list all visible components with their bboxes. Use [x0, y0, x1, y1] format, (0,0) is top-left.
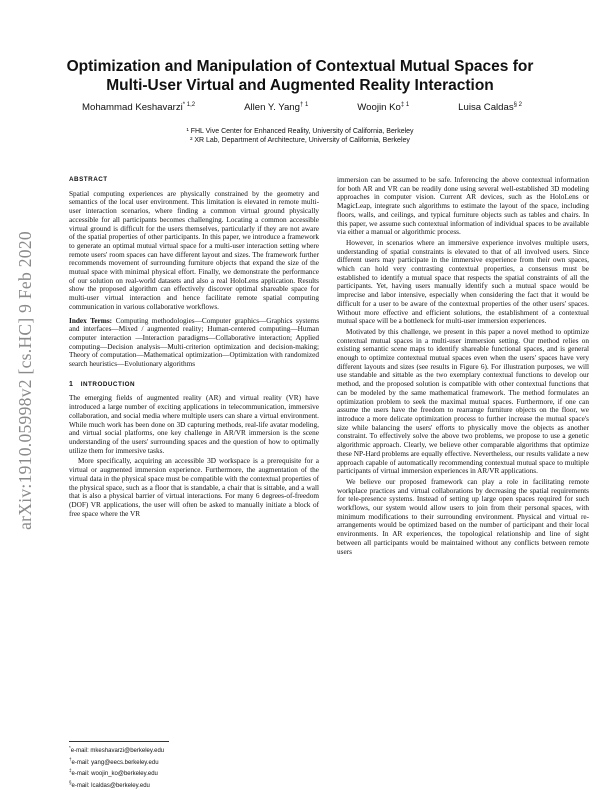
arxiv-stamp	[10, 180, 40, 580]
intro-number: 1	[69, 380, 74, 388]
abstract-heading: ABSTRACT	[69, 176, 108, 183]
index-terms-text: Computing methodologies—Computer graphics—Graphics systems and interfaces—Mixed / augmented reality; Human-centered computing—Human computer interaction —Interaction paradigms—Collaborative interaction; Applied computing—Decision analysis—Multi-criterion optimization and decision-making; Theory of computation—Mathematical optimization—Optimization with randomized search heuristics—Evolutionary algorithms	[69, 316, 320, 369]
left-column	[69, 176, 319, 518]
arxiv-stamp-text: arXiv:1910.05998v2 [cs.HC] 9 Feb 2020	[14, 230, 35, 530]
footnote: ‡e-mail: woojin_ko@berkeley.edu	[69, 768, 158, 778]
author: Woojin Ko$^{\ddagger 1}$	[357, 102, 410, 114]
intro-heading	[69, 381, 319, 390]
footnotes	[69, 744, 319, 790]
intro-title: INTRODUCTION	[80, 380, 136, 388]
footnote: †e-mail: yang@eecs.berkeley.edu	[69, 756, 159, 766]
footnote-rule	[69, 741, 169, 742]
affiliation: ² XR Lab, Department of Architecture, University of California, Berkeley	[190, 137, 410, 144]
right-column	[337, 176, 589, 556]
abstract-text: Spatial computing experiences are physically constrained by the geometry and semantics of the local user environment. This limitation is elevated in remote multi-user interaction scenarios, where finding a common virtual ground physically accessible for all participants becomes challenging. Locating a common accessible virtual ground is difficult for the users themselves, particularly if they are not aware of the spatial properties of other participants. In this paper, we introduce a framework to generate an optimal mutual virtual space for a multi-user interaction setting where remote users' room spaces can have different layout and sizes. The framework further recommends movement of surrounding furniture objects that expand the size of the mutual space with minimal physical effort. Finally, we demonstrate the performance of our solution on real-world datasets and also a real HoloLens application. Results show the proposed algorithm can effectively discover optimal shareable space for multi-user virtual interaction and hence facilitate remote spatial computing communication in various collaborative workflows.	[69, 189, 319, 311]
index-terms-label: Index Terms:	[69, 316, 113, 325]
footnote: §e-mail: lcaldas@berkeley.edu	[69, 779, 150, 789]
intro-paragraph: More specifically, acquiring an accessible 3D workspace is a prerequisite for a virtual or augmented immersion experience. Furthermore, the augmentation of the virtual data in the physical space must be compatible with the contextual properties of the physical space, such as a floor that is standable, a chair that is sittable, and a wall that is also a physical barrier of virtual interactions. For many 6 degrees-of-freedom (DOF) VR applications, the user will often be asked to manually initiate a block of free space where the VR	[69, 457, 319, 518]
affiliation: ¹ FHL Vive Center for Enhanced Reality, University of California, Berkeley	[186, 128, 414, 135]
body-paragraph: immersion can be assumed to be safe. Inferencing the above contextual information for both AR and VR can be readily done using several well-established 3D modeling approaches in computer vision. Current AR devices, such as the HoloLens or MagicLeap, integrate such algorithms to estimate the layout of the space, including floors, walls, and ceilings, and typical furniture objects such as tables and chairs. In this paper, we assume such contextual information of individual spaces to be available via either a manual or algorithmic process.	[337, 176, 589, 237]
body-paragraph: However, in scenarios where an immersive experience involves multiple users, understanding of spatial constraints is elevated to that of all involved users. Since different users may participate in the immersive experience from their own spaces, which can hold very contrasting contextual properties, a consensus must be established to identify a mutual space that respects the spatial constraints of all the participants. Yet, having users manually identify such a mutual space would be imprecise and labor intensive, especially when considering the fact that it would be difficult for a user to be aware of the contextual properties of the other users' spaces. Without more effective and efficient solutions, the establishment of a contextual mutual space will be a bottleneck for multi-user immersion experiences.	[337, 238, 589, 326]
footnote: *e-mail: mkeshavarzi@berkeley.edu	[69, 745, 165, 754]
index-terms	[69, 317, 319, 369]
body-paragraph: Motivated by this challenge, we present in this paper a novel method to optimize contextual mutual spaces in a multi-user immersion setting. Our method relies on existing semantic scene maps to identify shareable functional spaces, and is general enough to optimize contextual mutual spaces even when the users' spaces have very different layouts and sizes (see results in Figure 6). For illustration purposes, we will use standable and sittable as the two exemplary contextual functions to develop our method, and the proposed solution is compatible with other contextual functions that can be modeled by the same mathematical framework. The method formulates an optimization problem to seek the maximal mutual spaces. Furthermore, if one can assume the users have the freedom to rearrange furniture objects on the floor, we introduce a more delicate optimization process to further increase the mutual space's size while balancing the users' efforts to physically move the objects as another constraint. To effectively solve the above two problems, we propose to use a genetic algorithmic approach. Clearly, we believe other comparable algorithms that optimize these NP-Hard problems are equally effective. Nevertheless, our results validate a new approach capable of automatically recommending contextual mutual space to multiple participants of virtual immersion experiences in AR/VR applications.	[337, 327, 589, 476]
body-paragraph: We believe our proposed framework can play a role in facilitating remote workplace practices and virtual collaborations by decreasing the spatial requirements for tele-presence systems. Instead of setting up large open spaces required for such workflows, our system would allow users to join from their personal spaces, with minimum modifications to their surrounding environment. Physical and virtual re-arrangements would be optimized based on the number of participant and their local environments. In AR experiences, the topological relationship and line of sight between all participants would be maintained without any conflicts between remote users	[337, 477, 589, 556]
author: Luisa Caldas$^{\S 2}$	[458, 102, 522, 114]
author: Mohammad Keshavarzi$^{* 1,2}$	[82, 102, 196, 114]
author: Allen Y. Yang$^{\dagger 1}$	[244, 102, 309, 114]
intro-paragraph: The emerging fields of augmented reality (AR) and virtual reality (VR) have introduced a large number of exciting applications in telecommunication, immersive collaboration, and social media where multiple users can share a virtual environment. While much work has been done on 3D capturing methods, real-life avatar modeling, and virtual social platforms, one key challenge in AR/VR immersion is the scene understanding of the users' surrounding spaces and the question of how to optimally utilize them for immersive tasks.	[69, 394, 319, 455]
author-list	[82, 102, 522, 113]
paper-title: Optimization and Manipulation of Contextual Mutual Spaces for Multi-User Virtual and Augmented Reality Interaction	[66, 58, 534, 94]
